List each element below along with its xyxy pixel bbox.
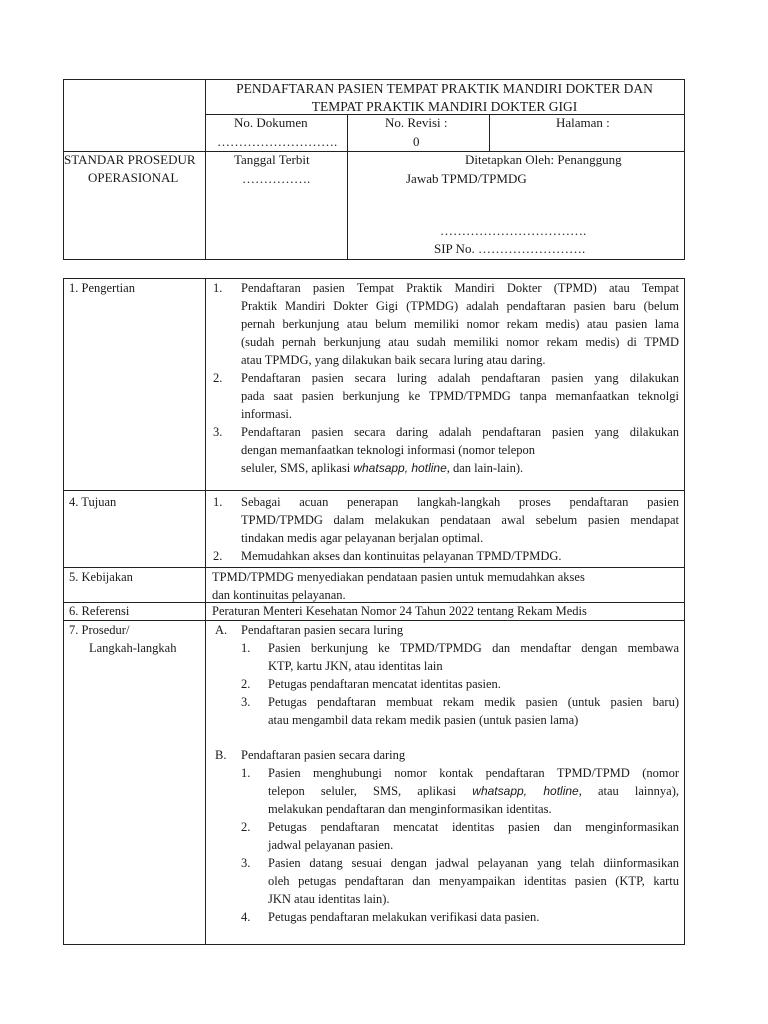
text-line: pernah berkunjung atau belum memiliki nomor rekam medis) atau pasien lama <box>241 317 679 331</box>
list-number: 2. <box>213 549 223 563</box>
list-number: 1. <box>213 281 223 295</box>
text-line <box>268 782 679 800</box>
list-item <box>241 279 679 369</box>
step-item <box>268 639 679 675</box>
text-line: Sebagai acuan penerapan langkah-langkah proses pendaftaran pasien <box>241 495 679 509</box>
text-line: Petugas pendaftaran mencatat identitas pasien dan menginformasikan <box>268 820 679 834</box>
text-fragment: telepon seluler, SMS, aplikasi <box>268 784 473 798</box>
doc-type-line: OPERASIONAL <box>88 170 179 185</box>
section-label-prosedur: 7. Prosedur/ <box>69 623 130 637</box>
list-item <box>241 547 679 565</box>
italic-term: whatsapp, hotline <box>472 784 579 798</box>
no-revisi-value: 0 <box>413 134 420 149</box>
text-line: dengan memanfaatkan teknologi informasi (nomor telepon <box>241 443 536 457</box>
step-item <box>268 764 679 818</box>
text-line: Pendaftaran pasien secara daring adalah pendaftaran pasien yang dilakukan <box>241 425 679 439</box>
text-line: tindakan medis agar pelayanan berjalan optimal. <box>241 531 484 545</box>
list-number: 3. <box>213 425 223 439</box>
text-line: Pendaftaran pasien Tempat Praktik Mandiri Dokter (TPMD) atau Tempat <box>241 281 679 295</box>
step-number: 3. <box>241 695 251 709</box>
text-fragment: seluler, SMS, aplikasi <box>241 461 354 475</box>
row-divider <box>64 490 684 491</box>
signature-line: ……………………………. <box>440 223 587 238</box>
group-title: Pendaftaran pasien secara daring <box>241 748 406 762</box>
header-divider <box>347 114 348 151</box>
sop-body-table <box>63 278 685 945</box>
step-item <box>268 854 679 908</box>
text-fragment: , atau lainnya), <box>578 784 679 798</box>
text-line: atau TPMDG, yang dilakukan baik secara luring atau daring. <box>241 353 546 367</box>
tanggal-terbit-label: Tanggal Terbit <box>234 152 310 167</box>
list-item <box>241 493 679 547</box>
step-item <box>268 908 679 926</box>
text-line: JKN atau identitas lain). <box>268 892 390 906</box>
group-letter: B. <box>215 748 227 762</box>
step-number: 1. <box>241 641 251 655</box>
halaman-label: Halaman : <box>556 115 610 130</box>
text-line: pada saat pasien berkunjung ke TPMD/TPMDG tanpa memanfaatkan teknolgi <box>241 389 679 403</box>
list-item <box>241 423 679 477</box>
step-item <box>268 693 679 729</box>
section-label-referensi: 6. Referensi <box>69 604 130 618</box>
text-line: Pendaftaran pasien secara luring adalah pendaftaran pasien yang dilakukan <box>241 371 679 385</box>
step-number: 4. <box>241 910 251 924</box>
sop-header-table <box>63 79 685 260</box>
section-label-prosedur: Langkah-langkah <box>89 641 177 655</box>
header-divider <box>347 151 348 259</box>
text-line: oleh petugas pendaftaran dan menyampaikan identitas pasien (KTP, kartu <box>268 874 679 888</box>
section-label-pengertian: 1. Pengertian <box>69 281 135 295</box>
text-line: Pasien datang sesuai dengan jadwal pelayanan yang telah diinformasikan <box>268 856 679 870</box>
text-fragment: , dan lain-lain). <box>446 461 524 475</box>
text-line: melakukan pendaftaran dan menginformasikan identitas. <box>268 802 552 816</box>
list-number: 2. <box>213 371 223 385</box>
text-line: atau mengambil data rekam medik pasien (untuk pasien lama) <box>268 713 579 727</box>
column-divider <box>205 279 206 944</box>
no-revisi-label: No. Revisi : <box>385 115 448 130</box>
text-line: Pasien menghubungi nomor kontak pendaftaran TPMD/TPMD (nomor <box>268 766 679 780</box>
list-number: 1. <box>213 495 223 509</box>
text-line: Petugas pendaftaran melakukan verifikasi data pasien. <box>268 910 540 924</box>
document-title <box>205 80 684 116</box>
title-line: TEMPAT PRAKTIK MANDIRI DOKTER GIGI <box>311 99 578 114</box>
ditetapkan-oleh: Jawab TPMD/TPMDG <box>406 171 527 186</box>
step-item <box>268 675 679 693</box>
referensi-text: Peraturan Menteri Kesehatan Nomor 24 Tahun 2022 tentang Rekam Medis <box>212 604 587 618</box>
text-line: Petugas pendaftaran mencatat identitas pasien. <box>268 677 501 691</box>
ditetapkan-oleh: Ditetapkan Oleh: Penanggung <box>465 152 622 167</box>
step-number: 3. <box>241 856 251 870</box>
sip-number: SIP No. ……………………. <box>434 241 586 256</box>
text-line: TPMD/TPMDG menyediakan pendataan pasien untuk memudahkan akses <box>212 570 585 584</box>
text-line: Petugas pendaftaran membuat rekam medik pasien (untuk pasien baru) <box>268 695 679 709</box>
text-line <box>241 459 679 477</box>
text-line: KTP, kartu JKN, atau identitas lain <box>268 659 443 673</box>
text-line: Memudahkan akses dan kontinuitas pelayanan TPMD/TPMDG. <box>241 549 562 563</box>
step-number: 1. <box>241 766 251 780</box>
text-line: dan kontinuitas pelayanan. <box>212 588 346 602</box>
no-dokumen-label: No. Dokumen <box>234 115 308 130</box>
step-item <box>268 818 679 854</box>
doc-type-line: STANDAR PROSEDUR <box>64 152 196 167</box>
list-item <box>241 369 679 423</box>
text-line: TPMD/TPMDG dalam melakukan pendataan awal sebelum pasien mendapat <box>241 513 679 527</box>
group-letter: A. <box>215 623 228 637</box>
section-label-kebijakan: 5. Kebijakan <box>69 570 133 584</box>
no-dokumen-value: ………………………. <box>217 134 338 149</box>
header-divider <box>489 114 490 151</box>
text-line: (sudah pernah berkunjung atau sudah memiliki nomor rekam medis) di TPMD <box>241 335 679 349</box>
group-title: Pendaftaran pasien secara luring <box>241 623 404 637</box>
text-line: Praktik Mandiri Dokter Gigi (TPMDG) adalah pendaftaran pasien baru (belum <box>241 299 679 313</box>
tanggal-terbit-value: ……………. <box>242 171 311 186</box>
italic-term: whatsapp, hotline <box>353 461 447 475</box>
step-number: 2. <box>241 677 251 691</box>
text-line: jadwal pelayanan pasien. <box>268 838 394 852</box>
text-line: Pasien berkunjung ke TPMD/TPMDG dan mendaftar dengan membawa <box>268 641 679 655</box>
text-line: informasi. <box>241 407 293 421</box>
kebijakan-text <box>212 568 682 604</box>
title-line: PENDAFTARAN PASIEN TEMPAT PRAKTIK MANDIRI DOKTER DAN <box>236 81 653 96</box>
section-label-tujuan: 4. Tujuan <box>69 495 117 509</box>
step-number: 2. <box>241 820 251 834</box>
